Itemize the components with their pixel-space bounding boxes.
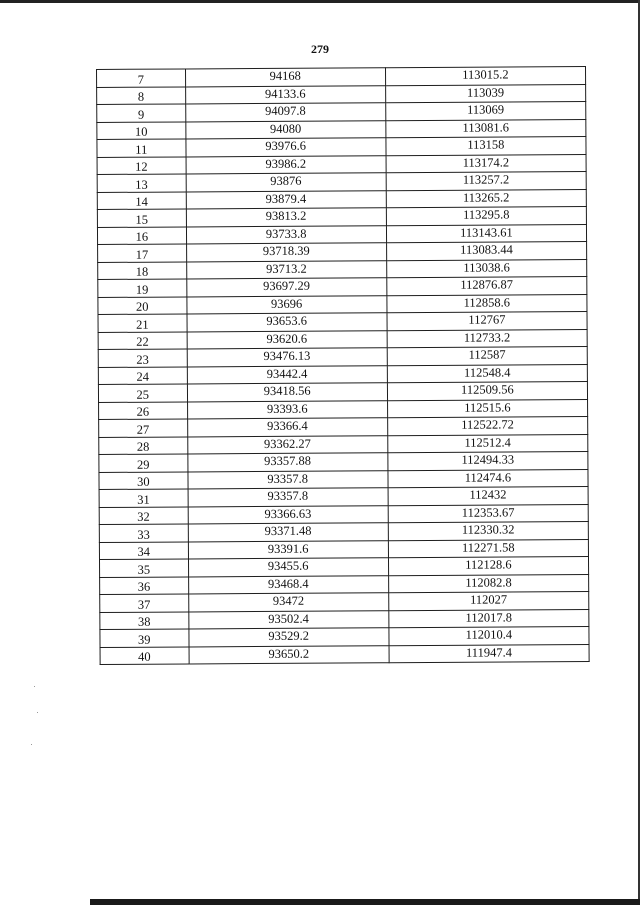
- value-a-cell: 93366.4: [187, 418, 387, 437]
- row-index-cell: 39: [100, 629, 189, 647]
- row-index-cell: 11: [97, 139, 186, 157]
- value-b-cell: 112515.6: [387, 399, 587, 418]
- value-b-cell: 113069: [385, 102, 585, 121]
- row-index-cell: 17: [98, 244, 187, 262]
- value-a-cell: 93697.29: [186, 278, 386, 297]
- row-index-cell: 32: [99, 506, 188, 524]
- value-a-cell: 93391.6: [188, 540, 388, 559]
- value-a-cell: 94133.6: [185, 85, 385, 104]
- table-body: [97, 67, 590, 665]
- row-index-cell: 14: [97, 191, 186, 209]
- value-b-cell: 113265.2: [386, 189, 586, 208]
- value-a-cell: 94097.8: [185, 103, 385, 122]
- value-b-cell: 112027: [388, 592, 588, 611]
- row-index-cell: 27: [99, 419, 188, 437]
- value-a-cell: 94080: [185, 120, 385, 139]
- row-index-cell: 38: [100, 611, 189, 629]
- row-index-cell: 26: [99, 401, 188, 419]
- value-b-cell: 113158: [386, 137, 586, 156]
- scan-speck: [31, 744, 32, 745]
- value-b-cell: 113015.2: [385, 67, 585, 86]
- value-b-cell: 112353.67: [388, 504, 588, 523]
- row-index-cell: 7: [97, 69, 186, 87]
- value-a-cell: 93362.27: [187, 435, 387, 454]
- value-b-cell: 112509.56: [387, 382, 587, 401]
- value-a-cell: 93696: [186, 295, 386, 314]
- row-index-cell: 25: [98, 384, 187, 402]
- value-b-cell: 113081.6: [386, 119, 586, 138]
- value-a-cell: 93529.2: [189, 628, 389, 647]
- row-index-cell: 8: [97, 86, 186, 104]
- value-a-cell: 93876: [186, 173, 386, 192]
- value-a-cell: 93357.88: [187, 453, 387, 472]
- row-index-cell: 10: [97, 121, 186, 139]
- row-index-cell: 20: [98, 296, 187, 314]
- row-index-cell: 40: [100, 646, 189, 664]
- row-index-cell: 12: [97, 156, 186, 174]
- table-row: [100, 644, 589, 664]
- row-index-cell: 21: [98, 314, 187, 332]
- value-a-cell: 93393.6: [187, 400, 387, 419]
- value-b-cell: 112587: [387, 347, 587, 366]
- row-index-cell: 36: [100, 576, 189, 594]
- row-index-cell: 37: [100, 594, 189, 612]
- value-a-cell: 93371.48: [188, 523, 388, 542]
- row-index-cell: 19: [98, 279, 187, 297]
- value-a-cell: 93455.6: [188, 558, 388, 577]
- value-a-cell: 93502.4: [188, 610, 388, 629]
- value-a-cell: 93366.63: [188, 505, 388, 524]
- value-b-cell: 112010.4: [389, 626, 589, 645]
- page-number: 279: [311, 42, 329, 56]
- value-b-cell: 112432: [388, 487, 588, 506]
- value-b-cell: 113083.44: [386, 242, 586, 261]
- value-b-cell: 113143.61: [386, 224, 586, 243]
- row-index-cell: 30: [99, 471, 188, 489]
- value-a-cell: 93879.4: [186, 190, 386, 209]
- value-b-cell: 112767: [387, 312, 587, 331]
- row-index-cell: 29: [99, 454, 188, 472]
- row-index-cell: 13: [97, 174, 186, 192]
- value-a-cell: 93713.2: [186, 260, 386, 279]
- row-index-cell: 34: [99, 541, 188, 559]
- value-a-cell: 93476.13: [187, 348, 387, 367]
- row-index-cell: 16: [97, 226, 186, 244]
- row-index-cell: 23: [98, 349, 187, 367]
- value-b-cell: 113174.2: [386, 154, 586, 173]
- value-a-cell: 93986.2: [186, 155, 386, 174]
- value-b-cell: 112330.32: [388, 522, 588, 541]
- value-b-cell: 112733.2: [387, 329, 587, 348]
- value-b-cell: 112474.6: [388, 469, 588, 488]
- scan-top-edge: [0, 0, 640, 3]
- value-b-cell: 112128.6: [388, 557, 588, 576]
- value-b-cell: 112017.8: [389, 609, 589, 628]
- value-b-cell: 113039: [385, 84, 585, 103]
- value-b-cell: 112876.87: [387, 277, 587, 296]
- scan-speck: [34, 686, 35, 687]
- value-a-cell: 93650.2: [189, 645, 389, 664]
- row-index-cell: 33: [99, 524, 188, 542]
- value-b-cell: 113257.2: [386, 172, 586, 191]
- value-b-cell: 112548.4: [387, 364, 587, 383]
- value-a-cell: 93357.8: [188, 470, 388, 489]
- data-table: [96, 66, 590, 665]
- value-b-cell: 112858.6: [387, 294, 587, 313]
- value-b-cell: 113295.8: [386, 207, 586, 226]
- row-index-cell: 35: [99, 559, 188, 577]
- value-b-cell: 112271.58: [388, 539, 588, 558]
- row-index-cell: 22: [98, 331, 187, 349]
- scan-speck: [37, 712, 38, 713]
- value-a-cell: 93468.4: [188, 575, 388, 594]
- value-b-cell: 111947.4: [389, 644, 589, 663]
- value-a-cell: 93357.8: [188, 488, 388, 507]
- row-index-cell: 28: [99, 436, 188, 454]
- value-a-cell: 93418.56: [187, 383, 387, 402]
- row-index-cell: 18: [98, 261, 187, 279]
- value-a-cell: 93442.4: [187, 365, 387, 384]
- value-a-cell: 93733.8: [186, 225, 386, 244]
- value-b-cell: 112512.4: [388, 434, 588, 453]
- value-b-cell: 112522.72: [387, 417, 587, 436]
- row-index-cell: 9: [97, 104, 186, 122]
- row-index-cell: 15: [97, 209, 186, 227]
- row-index-cell: 24: [98, 366, 187, 384]
- value-a-cell: 93718.39: [186, 243, 386, 262]
- value-a-cell: 93813.2: [186, 208, 386, 227]
- value-a-cell: 93620.6: [187, 330, 387, 349]
- row-index-cell: 31: [99, 489, 188, 507]
- value-b-cell: 113038.6: [386, 259, 586, 278]
- value-b-cell: 112494.33: [388, 452, 588, 471]
- scan-bottom-edge: [90, 899, 640, 905]
- value-a-cell: 93653.6: [187, 313, 387, 332]
- value-b-cell: 112082.8: [388, 574, 588, 593]
- value-a-cell: 94168: [185, 68, 385, 87]
- value-a-cell: 93472: [188, 593, 388, 612]
- value-a-cell: 93976.6: [186, 138, 386, 157]
